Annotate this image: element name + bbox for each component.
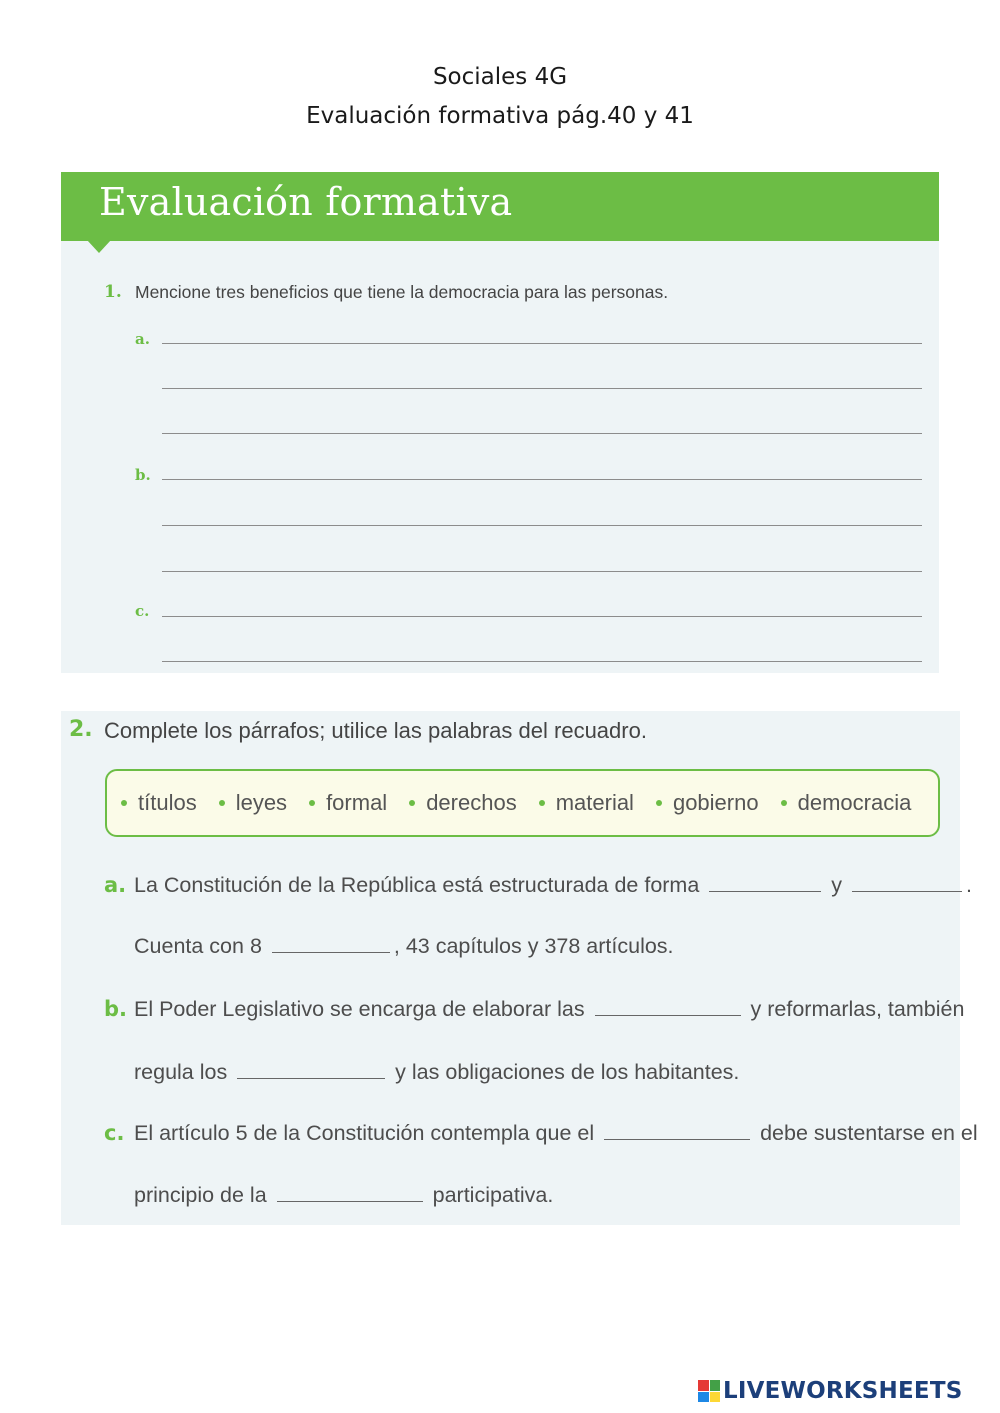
sentence-c-line2: principio de la participativa. — [134, 1183, 554, 1207]
sentence-a-letter: a. — [104, 873, 127, 897]
word-bank-item: derechos — [409, 790, 517, 816]
brand-name: LIVEWORKSHEETS — [723, 1378, 963, 1404]
question-2-panel — [61, 711, 978, 1225]
worksheet-title: Evaluación formativa pág.40 y 41 — [306, 103, 694, 129]
sentence-a-line1: La Constitución de la República está estructurada de forma y . — [134, 873, 972, 897]
liveworksheets-logo-icon — [698, 1380, 720, 1402]
sentence-c-letter: c. — [104, 1121, 125, 1145]
bullet-icon — [409, 800, 415, 806]
fill-blank-a3[interactable] — [272, 951, 390, 953]
fill-blank-a2[interactable] — [852, 890, 962, 892]
fill-blank-b1[interactable] — [595, 1014, 741, 1016]
question-1-panel — [61, 172, 939, 673]
item-b-letter: b. — [135, 466, 151, 484]
logo-square — [710, 1392, 721, 1403]
sentence-b-line1: El Poder Legislativo se encarga de elaborar las y reformarlas, también — [134, 997, 965, 1021]
sentence-b-letter: b. — [104, 997, 128, 1021]
worksheet-subject: Sociales 4G — [432, 64, 568, 90]
word-bank-item: títulos — [121, 790, 197, 816]
liveworksheets-brand — [698, 1378, 962, 1404]
word-bank-item: gobierno — [656, 790, 759, 816]
question-1-text: Mencione tres beneficios que tiene la democracia para las personas. — [135, 282, 669, 302]
word-bank-item: formal — [309, 790, 387, 816]
answer-line-a2[interactable] — [162, 388, 922, 389]
answer-line-a3[interactable] — [162, 433, 922, 434]
sentence-b-line2: regula los y las obligaciones de los habitantes. — [134, 1060, 740, 1084]
answer-line-b1[interactable] — [162, 479, 922, 480]
sentence-c-line1: El artículo 5 de la Constitución contempla que el debe sustentarse en el — [134, 1121, 978, 1145]
sentence-a-line2: Cuenta con 8 , 43 capítulos y 378 artículos. — [134, 934, 674, 958]
word-bank-item: democracia — [781, 790, 912, 816]
section-banner — [61, 172, 939, 241]
question-2-number: 2. — [69, 717, 93, 742]
fill-blank-b2[interactable] — [237, 1077, 385, 1079]
fill-blank-c2[interactable] — [277, 1200, 423, 1202]
word-bank-item: leyes — [219, 790, 287, 816]
bullet-icon — [781, 800, 787, 806]
answer-line-c1[interactable] — [162, 616, 922, 617]
bullet-icon — [539, 800, 545, 806]
item-a-letter: a. — [135, 330, 150, 348]
fill-blank-c1[interactable] — [604, 1138, 750, 1140]
fill-blank-a1[interactable] — [709, 890, 821, 892]
word-bank-item: material — [539, 790, 634, 816]
answer-line-c2[interactable] — [162, 661, 922, 662]
bullet-icon — [309, 800, 315, 806]
item-c-letter: c. — [135, 602, 150, 620]
bullet-icon — [219, 800, 225, 806]
question-1-number: 1. — [104, 282, 122, 302]
word-bank — [105, 769, 940, 837]
banner-title: Evaluación formativa — [99, 180, 513, 224]
banner-tab-shape — [87, 240, 111, 253]
answer-line-a1[interactable] — [162, 343, 922, 344]
answer-line-b3[interactable] — [162, 571, 922, 572]
answer-line-b2[interactable] — [162, 525, 922, 526]
logo-square — [698, 1392, 709, 1403]
question-2-text: Complete los párrafos; utilice las palabras del recuadro. — [104, 718, 647, 743]
bullet-icon — [656, 800, 662, 806]
logo-square — [710, 1380, 721, 1391]
logo-square — [698, 1380, 709, 1391]
bullet-icon — [121, 800, 127, 806]
